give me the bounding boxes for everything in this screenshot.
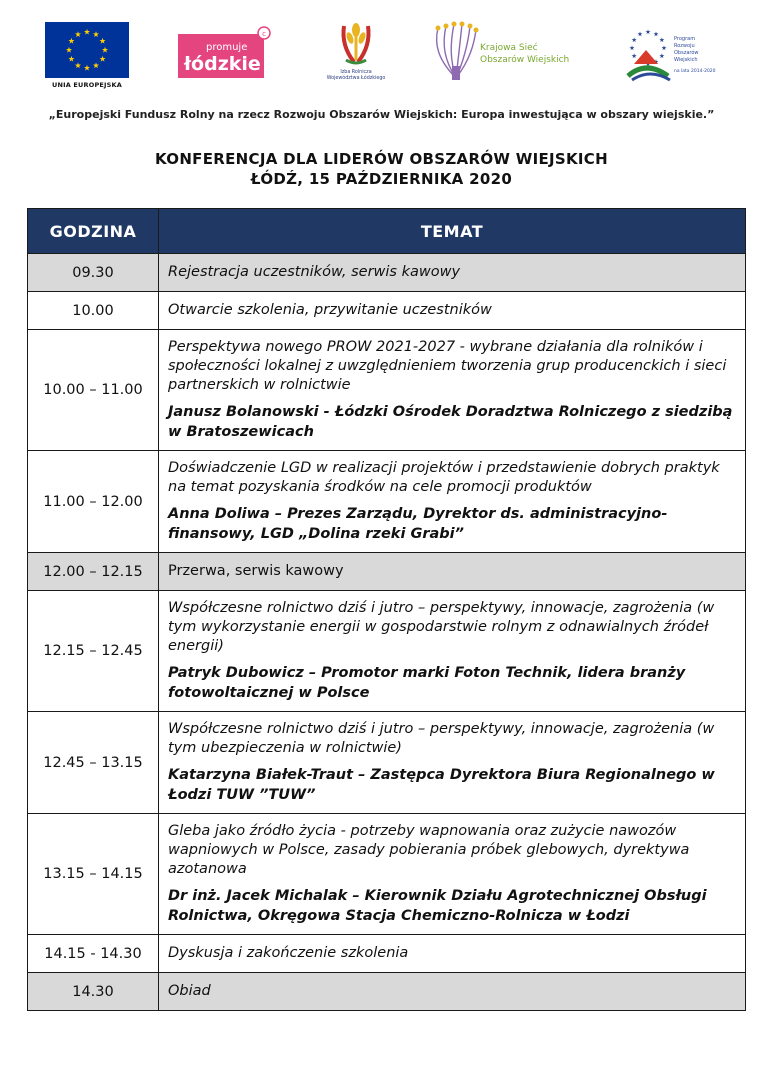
conference-title-line1: KONFERENCJA DLA LIDERÓW OBSZARÓW WIEJSKICH: [155, 150, 608, 168]
prow-star-icon: [654, 32, 659, 37]
ksow-line2: Obszarów Wiejskich: [480, 55, 570, 65]
topic-speaker: Janusz Bolanowski - Łódzki Ośrodek Doradztwa Rolniczego z siedzibą w Bratoszewicach: [168, 404, 733, 440]
promuje-main-text: łódzkie: [184, 53, 261, 75]
row-time: 10.00: [28, 292, 159, 330]
topic-speaker: Katarzyna Białek-Traut – Zastępca Dyrektora Biura Regionalnego w Łodzi TUW ”TUW”: [168, 767, 715, 803]
promuje-badge-letter: c: [262, 30, 266, 38]
prow-icon: [624, 24, 724, 84]
row-time: 12.00 – 12.15: [28, 553, 159, 591]
row-topic: [159, 973, 746, 1011]
table-row: [28, 451, 746, 553]
ksow-icon: [428, 20, 588, 84]
prow-star-icon: [638, 32, 643, 37]
logo-bar: [0, 0, 763, 100]
prow-star-icon: [659, 53, 664, 58]
topic-desc: Doświadczenie LGD w realizacji projektów i przedstawienie dobrych praktyk na temat pozyskania środków na cele promocji produktów: [168, 460, 720, 495]
table-header-row: [28, 209, 746, 254]
topic-speaker: Anna Doliwa – Prezes Zarządu, Dyrektor ds. administracyjno-finansowy, LGD „Dolina rzeki Grabi”: [168, 506, 668, 542]
row-topic: [159, 814, 746, 935]
izba-rolnicza-logo: [316, 20, 396, 84]
table-row: [28, 935, 746, 973]
table-row: [28, 254, 746, 292]
row-topic: [159, 330, 746, 451]
promuje-lodzkie-logo: [176, 24, 272, 82]
prow-star-icon: [632, 53, 637, 58]
row-topic: [159, 254, 746, 292]
row-topic: [159, 712, 746, 814]
topic-desc: Perspektywa nowego PROW 2021-2027 - wybrane działania dla rolników i społeczności lokalnej z uwzględnieniem tworzenia grup producenckich i sieci partnerskich w rolnictwie: [168, 339, 727, 393]
prow-star-icon: [632, 37, 637, 42]
table-row: [28, 712, 746, 814]
header-time: GODZINA: [28, 209, 159, 254]
header-topic: TEMAT: [159, 209, 746, 254]
promuje-lodzkie-icon: [176, 24, 272, 82]
row-time: 13.15 – 14.15: [28, 814, 159, 935]
table-row: [28, 292, 746, 330]
eu-caption: UNIA EUROPEJSKA: [51, 81, 123, 89]
row-topic: [159, 591, 746, 712]
row-time: 09.30: [28, 254, 159, 292]
topic-desc: Przerwa, serwis kawowy: [168, 563, 344, 579]
row-time: 10.00 – 11.00: [28, 330, 159, 451]
prow-star-icon: [630, 45, 635, 50]
row-time: 11.00 – 12.00: [28, 451, 159, 553]
svg-text:Obszarów: Obszarów: [674, 50, 699, 56]
table-row: [28, 330, 746, 451]
svg-text:na lata 2014-2020: na lata 2014-2020: [674, 69, 716, 74]
izba-caption: Izba Rolnicza Województwa Łódzkiego: [326, 70, 386, 81]
row-topic: [159, 292, 746, 330]
eu-logo: [45, 22, 129, 90]
topic-desc: Współczesne rolnictwo dziś i jutro – perspektywy, innowacje, zagrożenia (w tym ubezpieczenia w rolnictwie): [168, 721, 715, 756]
topic-desc: Otwarcie szkolenia, przywitanie uczestników: [168, 302, 492, 318]
svg-text:Program: Program: [674, 36, 696, 42]
topic-desc: Obiad: [168, 983, 211, 999]
row-topic: [159, 935, 746, 973]
prow-star-icon: [646, 29, 651, 34]
topic-desc: Dyskusja i zakończenie szkolenia: [168, 945, 409, 961]
izba-rolnicza-icon: [316, 20, 396, 68]
prow-star-icon: [662, 45, 667, 50]
row-time: 12.15 – 12.45: [28, 591, 159, 712]
svg-text:Wiejskich: Wiejskich: [674, 57, 698, 63]
table-row: [28, 973, 746, 1011]
topic-speaker: Dr inż. Jacek Michalak – Kierownik Działu Agrotechnicznej Obsługi Rolnictwa, Okręgowa Stacja Chemiczno-Rolnicza w Łodzi: [168, 888, 707, 924]
motto-text: „Europejski Fundusz Rolny na rzecz Rozwoju Obszarów Wiejskich: Europa inwestująca w obszary wiejskie.”: [48, 108, 715, 121]
topic-desc: Współczesne rolnictwo dziś i jutro – perspektywy, innowacje, zagrożenia (w tym wykorzystanie energii w gospodarstwie rolnym z odnawialnych źródeł energii): [168, 600, 715, 654]
ksow-line1: Krajowa Sieć: [480, 43, 538, 53]
row-time: 14.15 - 14.30: [28, 935, 159, 973]
topic-desc: Rejestracja uczestników, serwis kawowy: [168, 264, 461, 280]
row-topic: [159, 553, 746, 591]
table-row: [28, 814, 746, 935]
conference-title-line2: ŁÓDŹ, 15 PAŹDZIERNIKA 2020: [250, 170, 513, 188]
eu-flag-icon: [45, 22, 129, 78]
promuje-top-text: promuje: [206, 42, 248, 53]
schedule-table: [27, 208, 746, 1011]
topic-desc: Gleba jako źródło życia - potrzeby wapnowania oraz zużycie nawozów wapniowych w Polsce, zasady pobierania próbek glebowych, dyrektywa azotanowa: [168, 823, 690, 877]
prow-star-icon: [659, 37, 664, 42]
svg-text:Rozwoju: Rozwoju: [674, 43, 695, 49]
table-row: [28, 553, 746, 591]
ksow-logo: [428, 20, 588, 84]
prow-logo: [624, 24, 724, 84]
conference-title: [0, 149, 763, 189]
row-time: 14.30: [28, 973, 159, 1011]
row-topic: [159, 451, 746, 553]
row-time: 12.45 – 13.15: [28, 712, 159, 814]
table-row: [28, 591, 746, 712]
topic-speaker: Patryk Dubowicz – Promotor marki Foton Technik, lidera branży fotowoltaicznej w Polsce: [168, 665, 686, 701]
